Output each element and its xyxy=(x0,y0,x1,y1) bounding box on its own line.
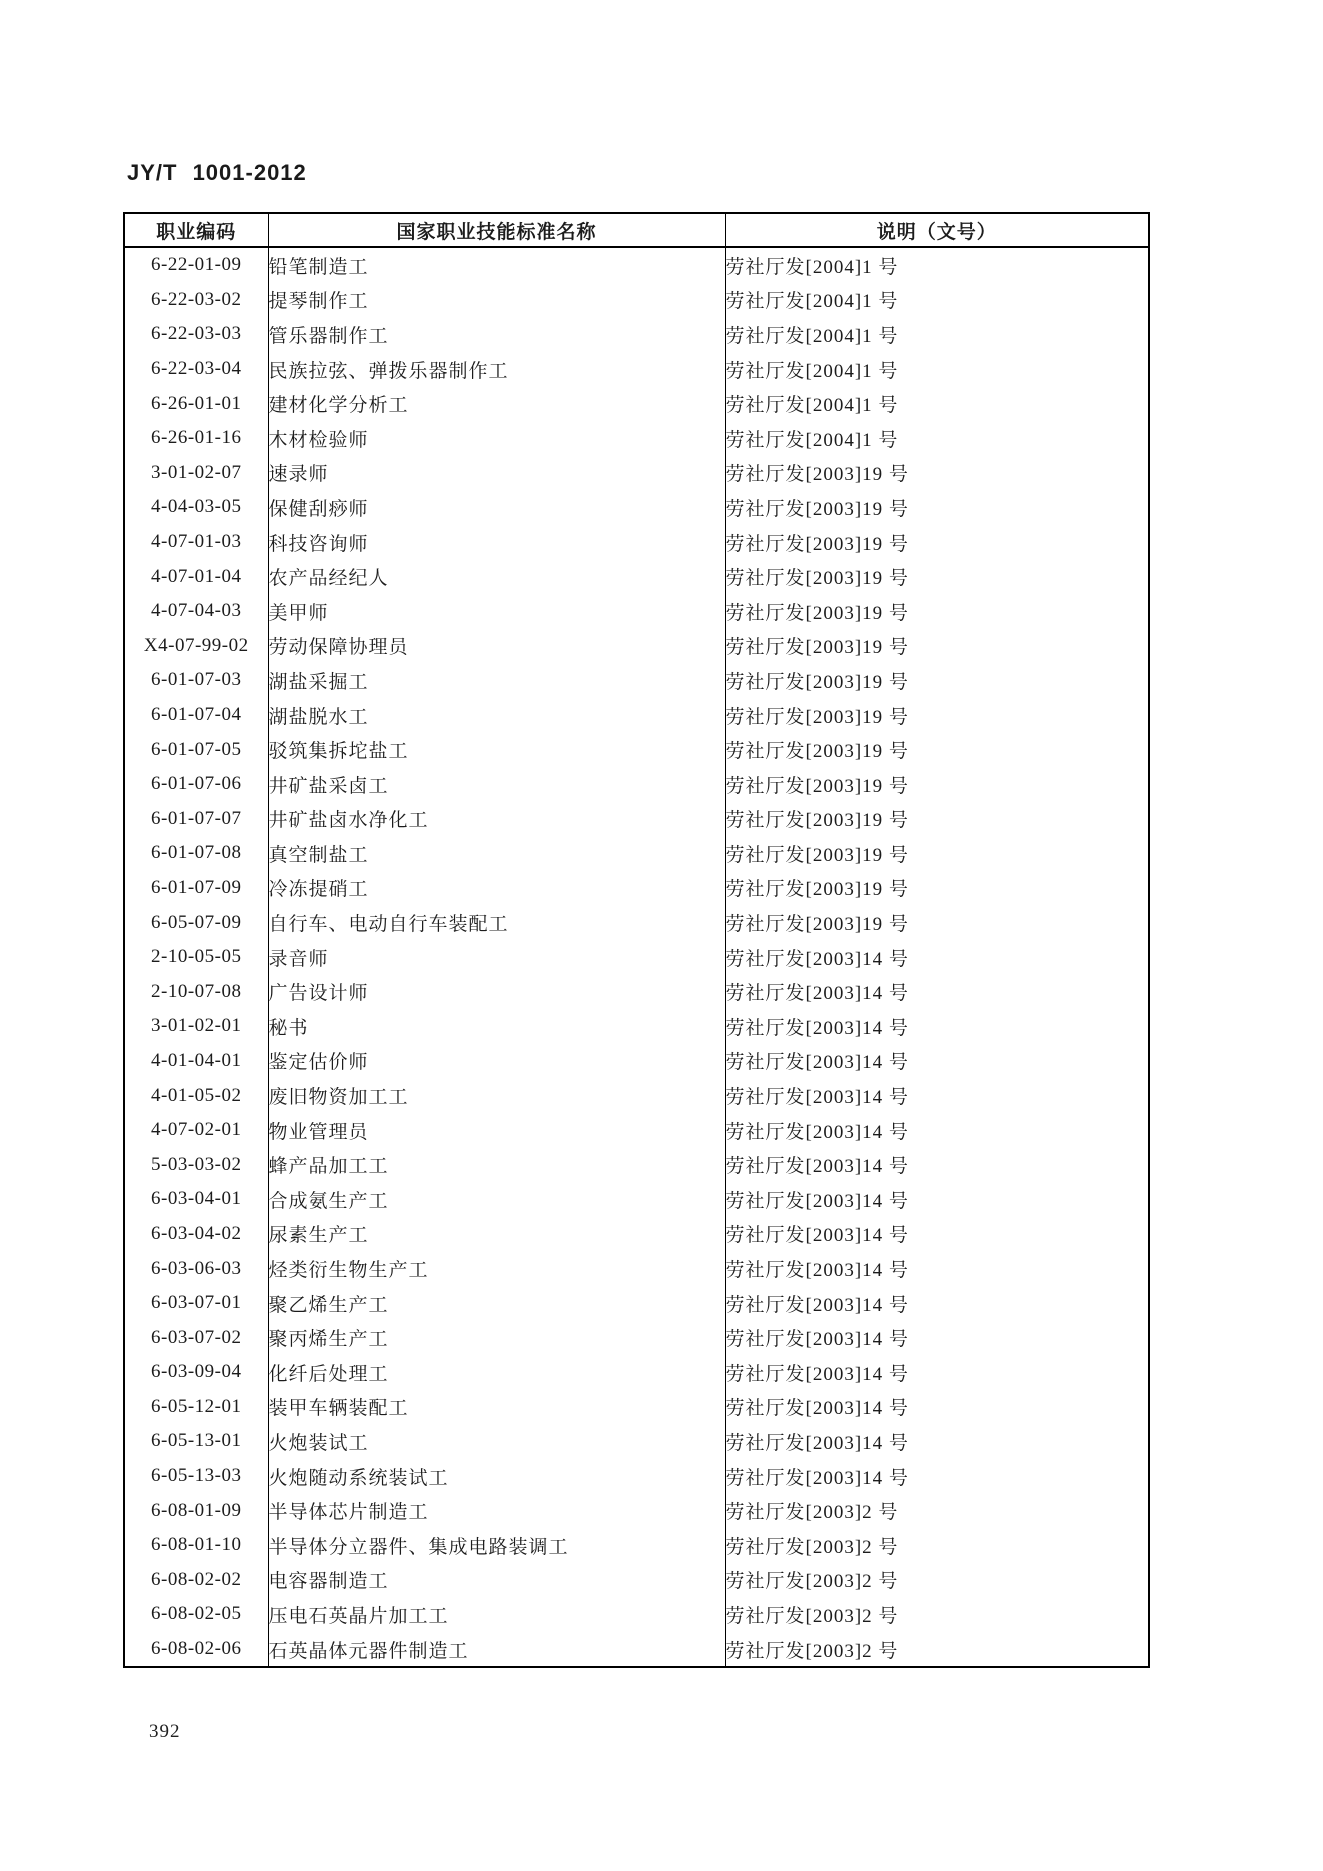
cell-standard-name: 火炮随动系统装试工 xyxy=(268,1459,725,1494)
table-row xyxy=(124,974,1149,1009)
cell-occupation-code: 6-05-13-01 xyxy=(151,1430,242,1452)
table-row xyxy=(124,247,1149,283)
cell-occupation-code: 6-01-07-04 xyxy=(151,704,242,726)
cell-standard-name: 装甲车辆装配工 xyxy=(268,1390,725,1425)
table-body xyxy=(124,247,1149,1667)
cell-standard-name: 湖盐采掘工 xyxy=(268,663,725,698)
cell-occupation-code: 6-26-01-01 xyxy=(151,392,242,414)
table-row xyxy=(124,317,1149,352)
table-row xyxy=(124,1597,1149,1632)
cell-occupation-code: 6-08-02-05 xyxy=(151,1603,242,1625)
cell-doc-number: 劳社厅发[2004]1 号 xyxy=(725,291,899,313)
cell-doc-number: 劳社厅发[2003]19 号 xyxy=(725,671,909,693)
table-row xyxy=(124,421,1149,456)
standard-number: JY/T 1001-2012 xyxy=(127,160,307,185)
cell-standard-name: 劳动保障协理员 xyxy=(268,629,725,664)
table-row xyxy=(124,802,1149,837)
cell-doc-number: 劳社厅发[2003]14 号 xyxy=(725,1121,909,1143)
cell-doc-number: 劳社厅发[2003]2 号 xyxy=(725,1605,899,1627)
cell-occupation-code: 6-05-13-03 xyxy=(151,1465,242,1487)
cell-occupation-code: 4-01-05-02 xyxy=(151,1084,242,1106)
cell-occupation-code: 6-03-04-01 xyxy=(151,1188,242,1210)
cell-doc-number: 劳社厅发[2003]14 号 xyxy=(725,1156,909,1178)
cell-standard-name: 聚乙烯生产工 xyxy=(268,1286,725,1321)
table-row xyxy=(124,559,1149,594)
cell-occupation-code: 4-07-04-03 xyxy=(151,600,242,622)
cell-doc-number: 劳社厅发[2003]14 号 xyxy=(725,1467,909,1489)
cell-standard-name: 速录师 xyxy=(268,456,725,491)
cell-doc-number: 劳社厅发[2003]19 号 xyxy=(725,810,909,832)
cell-occupation-code: 6-08-01-10 xyxy=(151,1534,242,1556)
table-row xyxy=(124,1217,1149,1252)
table-row xyxy=(124,1286,1149,1321)
table-row xyxy=(124,525,1149,560)
cell-doc-number: 劳社厅发[2003]19 号 xyxy=(725,498,909,520)
cell-occupation-code: 4-01-04-01 xyxy=(151,1049,242,1071)
cell-standard-name: 保健刮痧师 xyxy=(268,490,725,525)
cell-doc-number: 劳社厅发[2003]19 号 xyxy=(725,706,909,728)
cell-occupation-code: 6-01-07-06 xyxy=(151,773,242,795)
cell-doc-number: 劳社厅发[2004]1 号 xyxy=(725,325,899,347)
cell-doc-number: 劳社厅发[2003]19 号 xyxy=(725,637,909,659)
cell-standard-name: 物业管理员 xyxy=(268,1113,725,1148)
cell-occupation-code: 6-03-06-03 xyxy=(151,1257,242,1279)
cell-standard-name: 自行车、电动自行车装配工 xyxy=(268,905,725,940)
table-row xyxy=(124,1251,1149,1286)
cell-occupation-code: 6-05-07-09 xyxy=(151,911,242,933)
table-row xyxy=(124,283,1149,318)
table-row xyxy=(124,1459,1149,1494)
cell-occupation-code: 4-04-03-05 xyxy=(151,496,242,518)
cell-occupation-code: 6-01-07-07 xyxy=(151,807,242,829)
cell-standard-name: 秘书 xyxy=(268,1009,725,1044)
table-row xyxy=(124,836,1149,871)
cell-standard-name: 铅笔制造工 xyxy=(268,247,725,283)
table-row xyxy=(124,1390,1149,1425)
cell-standard-name: 废旧物资加工工 xyxy=(268,1078,725,1113)
cell-doc-number: 劳社厅发[2003]2 号 xyxy=(725,1571,899,1593)
table-row xyxy=(124,698,1149,733)
cell-standard-name: 提琴制作工 xyxy=(268,283,725,318)
cell-standard-name: 木材检验师 xyxy=(268,421,725,456)
header-row xyxy=(124,213,1149,247)
cell-doc-number: 劳社厅发[2004]1 号 xyxy=(725,360,899,382)
cell-standard-name: 尿素生产工 xyxy=(268,1217,725,1252)
table-row xyxy=(124,1563,1149,1598)
cell-occupation-code: 6-22-03-04 xyxy=(151,358,242,380)
cell-occupation-code: 4-07-01-04 xyxy=(151,565,242,587)
cell-occupation-code: 6-26-01-16 xyxy=(151,427,242,449)
cell-standard-name: 科技咨询师 xyxy=(268,525,725,560)
header-occupation-code: 职业编码 xyxy=(124,213,268,247)
cell-standard-name: 化纤后处理工 xyxy=(268,1355,725,1390)
cell-doc-number: 劳社厅发[2003]19 号 xyxy=(725,568,909,590)
cell-occupation-code: 6-22-01-09 xyxy=(151,254,242,276)
table-row xyxy=(124,1182,1149,1217)
cell-doc-number: 劳社厅发[2003]14 号 xyxy=(725,948,909,970)
cell-occupation-code: 3-01-02-01 xyxy=(151,1015,242,1037)
table-row xyxy=(124,352,1149,387)
cell-standard-name: 录音师 xyxy=(268,940,725,975)
table-row xyxy=(124,1113,1149,1148)
cell-occupation-code: 2-10-05-05 xyxy=(151,946,242,968)
cell-doc-number: 劳社厅发[2003]19 号 xyxy=(725,879,909,901)
cell-standard-name: 聚丙烯生产工 xyxy=(268,1320,725,1355)
cell-doc-number: 劳社厅发[2003]19 号 xyxy=(725,464,909,486)
cell-doc-number: 劳社厅发[2003]19 号 xyxy=(725,914,909,936)
cell-doc-number: 劳社厅发[2003]19 号 xyxy=(725,533,909,555)
cell-occupation-code: 6-01-07-08 xyxy=(151,842,242,864)
cell-standard-name: 烃类衍生物生产工 xyxy=(268,1251,725,1286)
cell-standard-name: 蜂产品加工工 xyxy=(268,1147,725,1182)
cell-doc-number: 劳社厅发[2003]14 号 xyxy=(725,1294,909,1316)
table-row xyxy=(124,663,1149,698)
cell-standard-name: 电容器制造工 xyxy=(268,1563,725,1598)
cell-occupation-code: 6-03-07-02 xyxy=(151,1326,242,1348)
cell-standard-name: 建材化学分析工 xyxy=(268,386,725,421)
cell-doc-number: 劳社厅发[2003]19 号 xyxy=(725,844,909,866)
cell-occupation-code: 4-07-02-01 xyxy=(151,1119,242,1141)
cell-occupation-code: 3-01-02-07 xyxy=(151,461,242,483)
table-row xyxy=(124,1528,1149,1563)
cell-standard-name: 石英晶体元器件制造工 xyxy=(268,1632,725,1668)
table-row xyxy=(124,905,1149,940)
cell-standard-name: 湖盐脱水工 xyxy=(268,698,725,733)
cell-doc-number: 劳社厅发[2003]14 号 xyxy=(725,1329,909,1351)
cell-standard-name: 火炮装试工 xyxy=(268,1424,725,1459)
cell-doc-number: 劳社厅发[2003]19 号 xyxy=(725,602,909,624)
table-row xyxy=(124,1320,1149,1355)
cell-occupation-code: 2-10-07-08 xyxy=(151,980,242,1002)
table-row xyxy=(124,490,1149,525)
cell-standard-name: 农产品经纪人 xyxy=(268,559,725,594)
header-explanation-doc-number: 说明（文号） xyxy=(725,213,1149,247)
cell-standard-name: 合成氨生产工 xyxy=(268,1182,725,1217)
table-row xyxy=(124,1009,1149,1044)
cell-doc-number: 劳社厅发[2003]14 号 xyxy=(725,1017,909,1039)
cell-occupation-code: 6-01-07-09 xyxy=(151,876,242,898)
cell-standard-name: 井矿盐卤水净化工 xyxy=(268,802,725,837)
cell-doc-number: 劳社厅发[2003]14 号 xyxy=(725,1398,909,1420)
cell-standard-name: 驳筑集拆坨盐工 xyxy=(268,732,725,767)
table-row xyxy=(124,940,1149,975)
cell-occupation-code: 6-01-07-03 xyxy=(151,669,242,691)
cell-occupation-code: 6-01-07-05 xyxy=(151,738,242,760)
table-row xyxy=(124,1147,1149,1182)
standards-table xyxy=(123,212,1150,1668)
cell-occupation-code: 6-08-02-02 xyxy=(151,1568,242,1590)
cell-standard-name: 半导体芯片制造工 xyxy=(268,1493,725,1528)
table-row xyxy=(124,871,1149,906)
cell-doc-number: 劳社厅发[2003]2 号 xyxy=(725,1640,899,1662)
cell-occupation-code: 6-08-02-06 xyxy=(151,1638,242,1660)
cell-doc-number: 劳社厅发[2003]19 号 xyxy=(725,741,909,763)
table-row xyxy=(124,1632,1149,1668)
page-number: 392 xyxy=(149,1721,181,1742)
table-row xyxy=(124,1078,1149,1113)
table-row xyxy=(124,767,1149,802)
cell-standard-name: 井矿盐采卤工 xyxy=(268,767,725,802)
header-standard-name: 国家职业技能标准名称 xyxy=(268,213,725,247)
cell-standard-name: 压电石英晶片加工工 xyxy=(268,1597,725,1632)
cell-occupation-code: 6-08-01-09 xyxy=(151,1499,242,1521)
cell-occupation-code: 6-03-04-02 xyxy=(151,1222,242,1244)
cell-doc-number: 劳社厅发[2003]14 号 xyxy=(725,1432,909,1454)
cell-occupation-code: 6-22-03-02 xyxy=(151,288,242,310)
cell-standard-name: 真空制盐工 xyxy=(268,836,725,871)
cell-standard-name: 鉴定估价师 xyxy=(268,1044,725,1079)
cell-doc-number: 劳社厅发[2004]1 号 xyxy=(725,429,899,451)
table-row xyxy=(124,1044,1149,1079)
cell-occupation-code: 6-22-03-03 xyxy=(151,323,242,345)
table-header xyxy=(124,213,1149,247)
cell-occupation-code: 6-03-07-01 xyxy=(151,1292,242,1314)
cell-doc-number: 劳社厅发[2003]14 号 xyxy=(725,1190,909,1212)
cell-occupation-code: X4-07-99-02 xyxy=(143,634,249,656)
table-row xyxy=(124,1493,1149,1528)
table-row xyxy=(124,732,1149,767)
cell-doc-number: 劳社厅发[2003]2 号 xyxy=(725,1502,899,1524)
cell-doc-number: 劳社厅发[2003]19 号 xyxy=(725,775,909,797)
cell-standard-name: 民族拉弦、弹拨乐器制作工 xyxy=(268,352,725,387)
table-row xyxy=(124,1424,1149,1459)
cell-doc-number: 劳社厅发[2004]1 号 xyxy=(725,395,899,417)
cell-occupation-code: 6-05-12-01 xyxy=(151,1395,242,1417)
cell-standard-name: 半导体分立器件、集成电路装调工 xyxy=(268,1528,725,1563)
cell-doc-number: 劳社厅发[2004]1 号 xyxy=(725,256,899,278)
cell-standard-name: 管乐器制作工 xyxy=(268,317,725,352)
cell-standard-name: 美甲师 xyxy=(268,594,725,629)
cell-doc-number: 劳社厅发[2003]14 号 xyxy=(725,1363,909,1385)
table-row xyxy=(124,456,1149,491)
table-row xyxy=(124,594,1149,629)
table-row xyxy=(124,1355,1149,1390)
cell-standard-name: 冷冻提硝工 xyxy=(268,871,725,906)
cell-occupation-code: 4-07-01-03 xyxy=(151,531,242,553)
cell-doc-number: 劳社厅发[2003]14 号 xyxy=(725,1225,909,1247)
cell-standard-name: 广告设计师 xyxy=(268,974,725,1009)
cell-doc-number: 劳社厅发[2003]14 号 xyxy=(725,1052,909,1074)
cell-doc-number: 劳社厅发[2003]14 号 xyxy=(725,983,909,1005)
cell-occupation-code: 5-03-03-02 xyxy=(151,1153,242,1175)
table-row xyxy=(124,386,1149,421)
cell-doc-number: 劳社厅发[2003]2 号 xyxy=(725,1536,899,1558)
cell-doc-number: 劳社厅发[2003]14 号 xyxy=(725,1087,909,1109)
cell-doc-number: 劳社厅发[2003]14 号 xyxy=(725,1260,909,1282)
cell-occupation-code: 6-03-09-04 xyxy=(151,1361,242,1383)
table-row xyxy=(124,629,1149,664)
